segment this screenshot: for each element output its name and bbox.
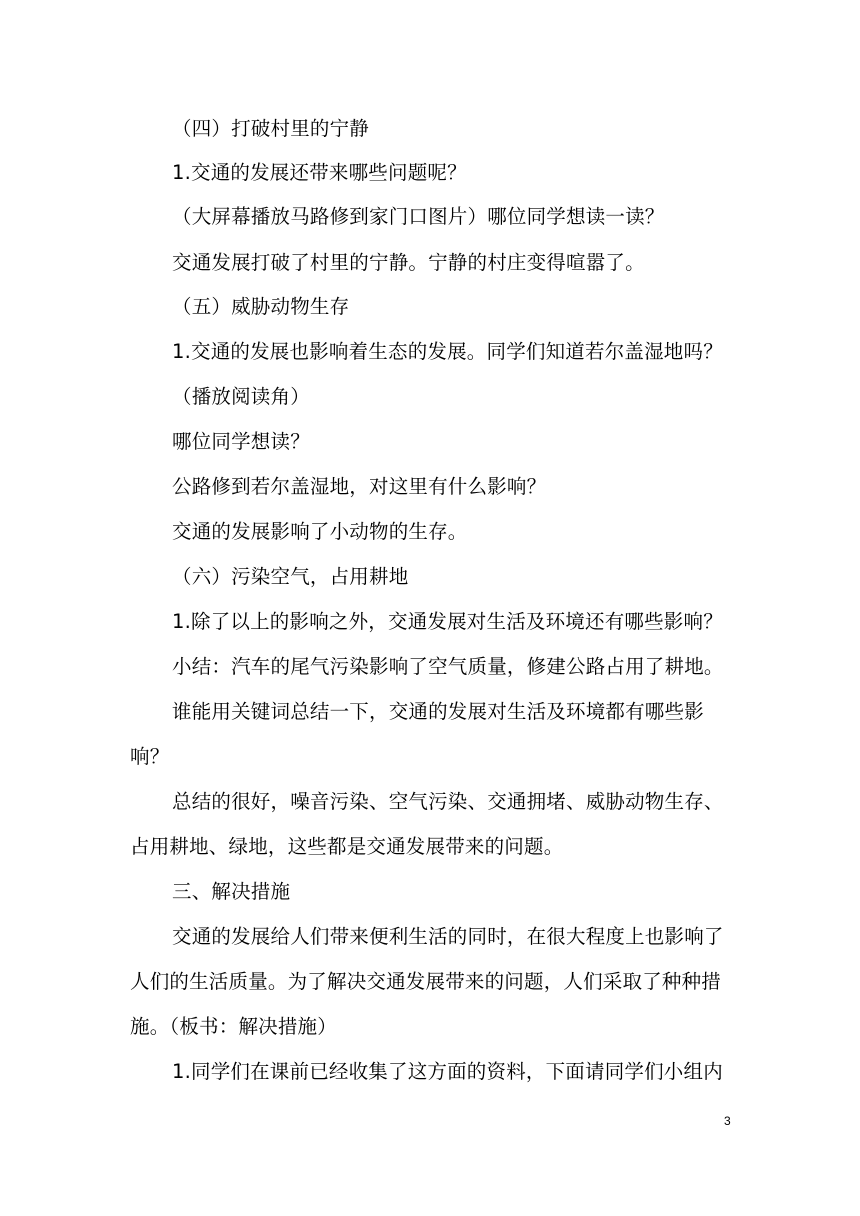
- paragraph-line: 谁能用关键词总结一下，交通的发展对生活及环境都有哪些影: [172, 700, 704, 723]
- paragraph-line: 人们的生活质量。为了解决交通发展带来的问题，人们采取了种种措: [130, 970, 722, 993]
- paragraph-line: 小结：汽车的尾气污染影响了空气质量，修建公路占用了耕地。: [172, 655, 724, 678]
- paragraph-line: 1.同学们在课前已经收集了这方面的资料，下面请同学们小组内: [172, 1060, 723, 1083]
- paragraph-line: 公路修到若尔盖湿地，对这里有什么影响？: [172, 475, 547, 498]
- paragraph-line: 哪位同学想读？: [172, 430, 310, 453]
- paragraph-line: 交通的发展给人们带来便利生活的同时，在很大程度上也影响了: [172, 925, 724, 948]
- paragraph-line: 占用耕地、绿地，这些都是交通发展带来的问题。: [130, 835, 564, 858]
- heading-section-6: （六）污染空气，占用耕地: [172, 565, 409, 588]
- heading-section-5: （五）威胁动物生存: [172, 295, 350, 318]
- heading-section-4: （四）打破村里的宁静: [172, 117, 370, 140]
- paragraph-line: 施。（板书：解决措施）: [130, 1015, 337, 1038]
- paragraph-line: 响？: [130, 745, 170, 768]
- paragraph-line: 1.交通的发展也影响着生态的发展。同学们知道若尔盖湿地吗？: [172, 340, 723, 363]
- page-number: 3: [724, 1114, 731, 1128]
- paragraph-line: 1.交通的发展还带来哪些问题呢？: [172, 161, 467, 184]
- paragraph-line: 交通发展打破了村里的宁静。宁静的村庄变得喧嚣了。: [172, 251, 645, 274]
- paragraph-line: （大屏幕播放马路修到家门口图片）哪位同学想读一读？: [172, 205, 665, 228]
- paragraph-line: 交通的发展影响了小动物的生存。: [172, 520, 468, 543]
- paragraph-line: 1.除了以上的影响之外，交通发展对生活及环境还有哪些影响？: [172, 610, 723, 633]
- heading-section-3: 三、解决措施: [172, 880, 291, 903]
- paragraph-line: 总结的很好，噪音污染、空气污染、交通拥堵、威胁动物生存、: [172, 790, 724, 813]
- paragraph-line: （播放阅读角）: [172, 385, 310, 408]
